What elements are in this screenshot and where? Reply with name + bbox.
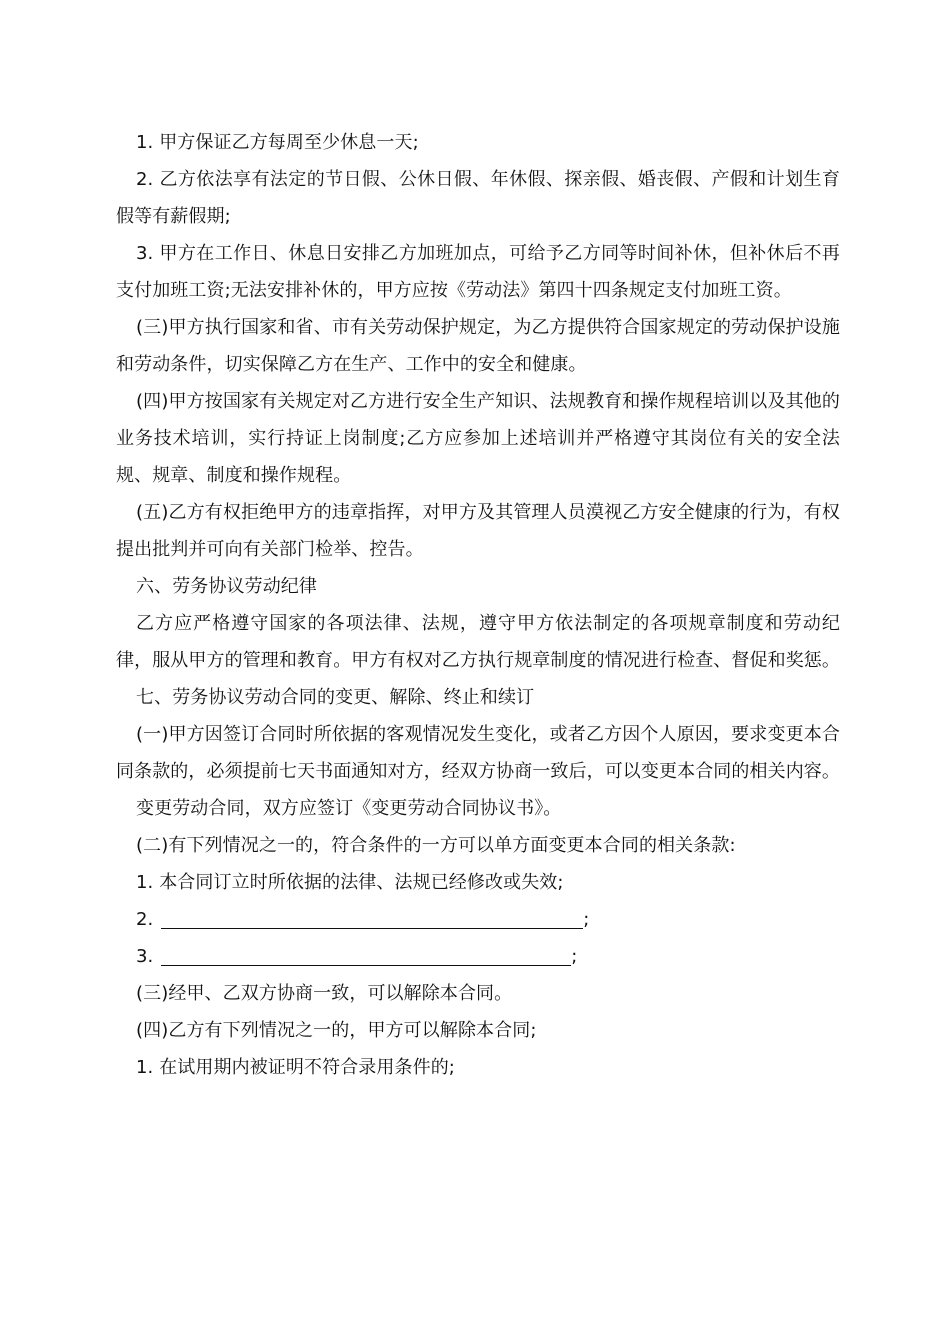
section-heading-contract-changes: 七、劳务协议劳动合同的变更、解除、终止和续订	[136, 687, 535, 708]
clause-refuse-orders: (五)乙方有权拒绝甲方的违章指挥，对甲方及其管理人员漠视乙方安全健康的行为，有权提出批判并可向有关部门检举、控告。	[116, 502, 840, 560]
blank-item-3	[116, 938, 840, 975]
clause-probation-fail: 1. 在试用期内被证明不符合录用条件的;	[136, 1057, 455, 1078]
blank-item-2	[116, 901, 840, 938]
clause-change-notice: (一)甲方因签订合同时所依据的客观情况发生变化，或者乙方因个人原因，要求变更本合同条款的，必须提前七天书面通知对方，经双方协商一致后，可以变更本合同的相关内容。	[116, 724, 840, 782]
clause-paid-leave: 2. 乙方依法享有法定的节日假、公休日假、年休假、探亲假、婚丧假、产假和计划生育假等有薪假期;	[116, 169, 840, 227]
blank-item-suffix: ;	[571, 946, 578, 967]
clause-mutual-termination: (三)经甲、乙双方协商一致，可以解除本合同。	[136, 983, 513, 1004]
clause-change-agreement: 变更劳动合同，双方应签订《变更劳动合同协议书》。	[136, 798, 562, 819]
clause-overtime: 3. 甲方在工作日、休息日安排乙方加班加点，可给予乙方同等时间补休，但补休后不再支付加班工资;无法安排补休的，甲方应按《劳动法》第四十四条规定支付加班工资。	[116, 243, 840, 301]
fill-in-blank-line[interactable]	[161, 906, 583, 929]
clause-discipline: 乙方应严格遵守国家的各项法律、法规，遵守甲方依法制定的各项规章制度和劳动纪律，服从甲方的管理和教育。甲方有权对乙方执行规章制度的情况进行检查、督促和奖惩。	[116, 613, 840, 671]
blank-item-suffix: ;	[583, 909, 590, 930]
clause-unilateral-change: (二)有下列情况之一的，符合条件的一方可以单方面变更本合同的相关条款:	[136, 835, 736, 856]
fill-in-blank-line[interactable]	[161, 943, 571, 966]
clause-labor-protection: (三)甲方执行国家和省、市有关劳动保护规定，为乙方提供符合国家规定的劳动保护设施和劳动条件，切实保障乙方在生产、工作中的安全和健康。	[116, 317, 840, 375]
blank-item-prefix: 3.	[136, 946, 160, 967]
clause-rest-weekly: 1. 甲方保证乙方每周至少休息一天;	[136, 132, 419, 153]
section-heading-discipline: 六、劳务协议劳动纪律	[136, 576, 317, 597]
clause-employer-termination: (四)乙方有下列情况之一的，甲方可以解除本合同;	[136, 1020, 537, 1041]
document-body	[116, 124, 840, 1086]
clause-law-changed: 1. 本合同订立时所依据的法律、法规已经修改或失效;	[136, 872, 564, 893]
clause-safety-training: (四)甲方按国家有关规定对乙方进行安全生产知识、法规教育和操作规程培训以及其他的业务技术培训，实行持证上岗制度;乙方应参加上述培训并严格遵守其岗位有关的安全法规、规章、制度和操作规程。	[116, 391, 840, 486]
blank-item-prefix: 2.	[136, 909, 160, 930]
